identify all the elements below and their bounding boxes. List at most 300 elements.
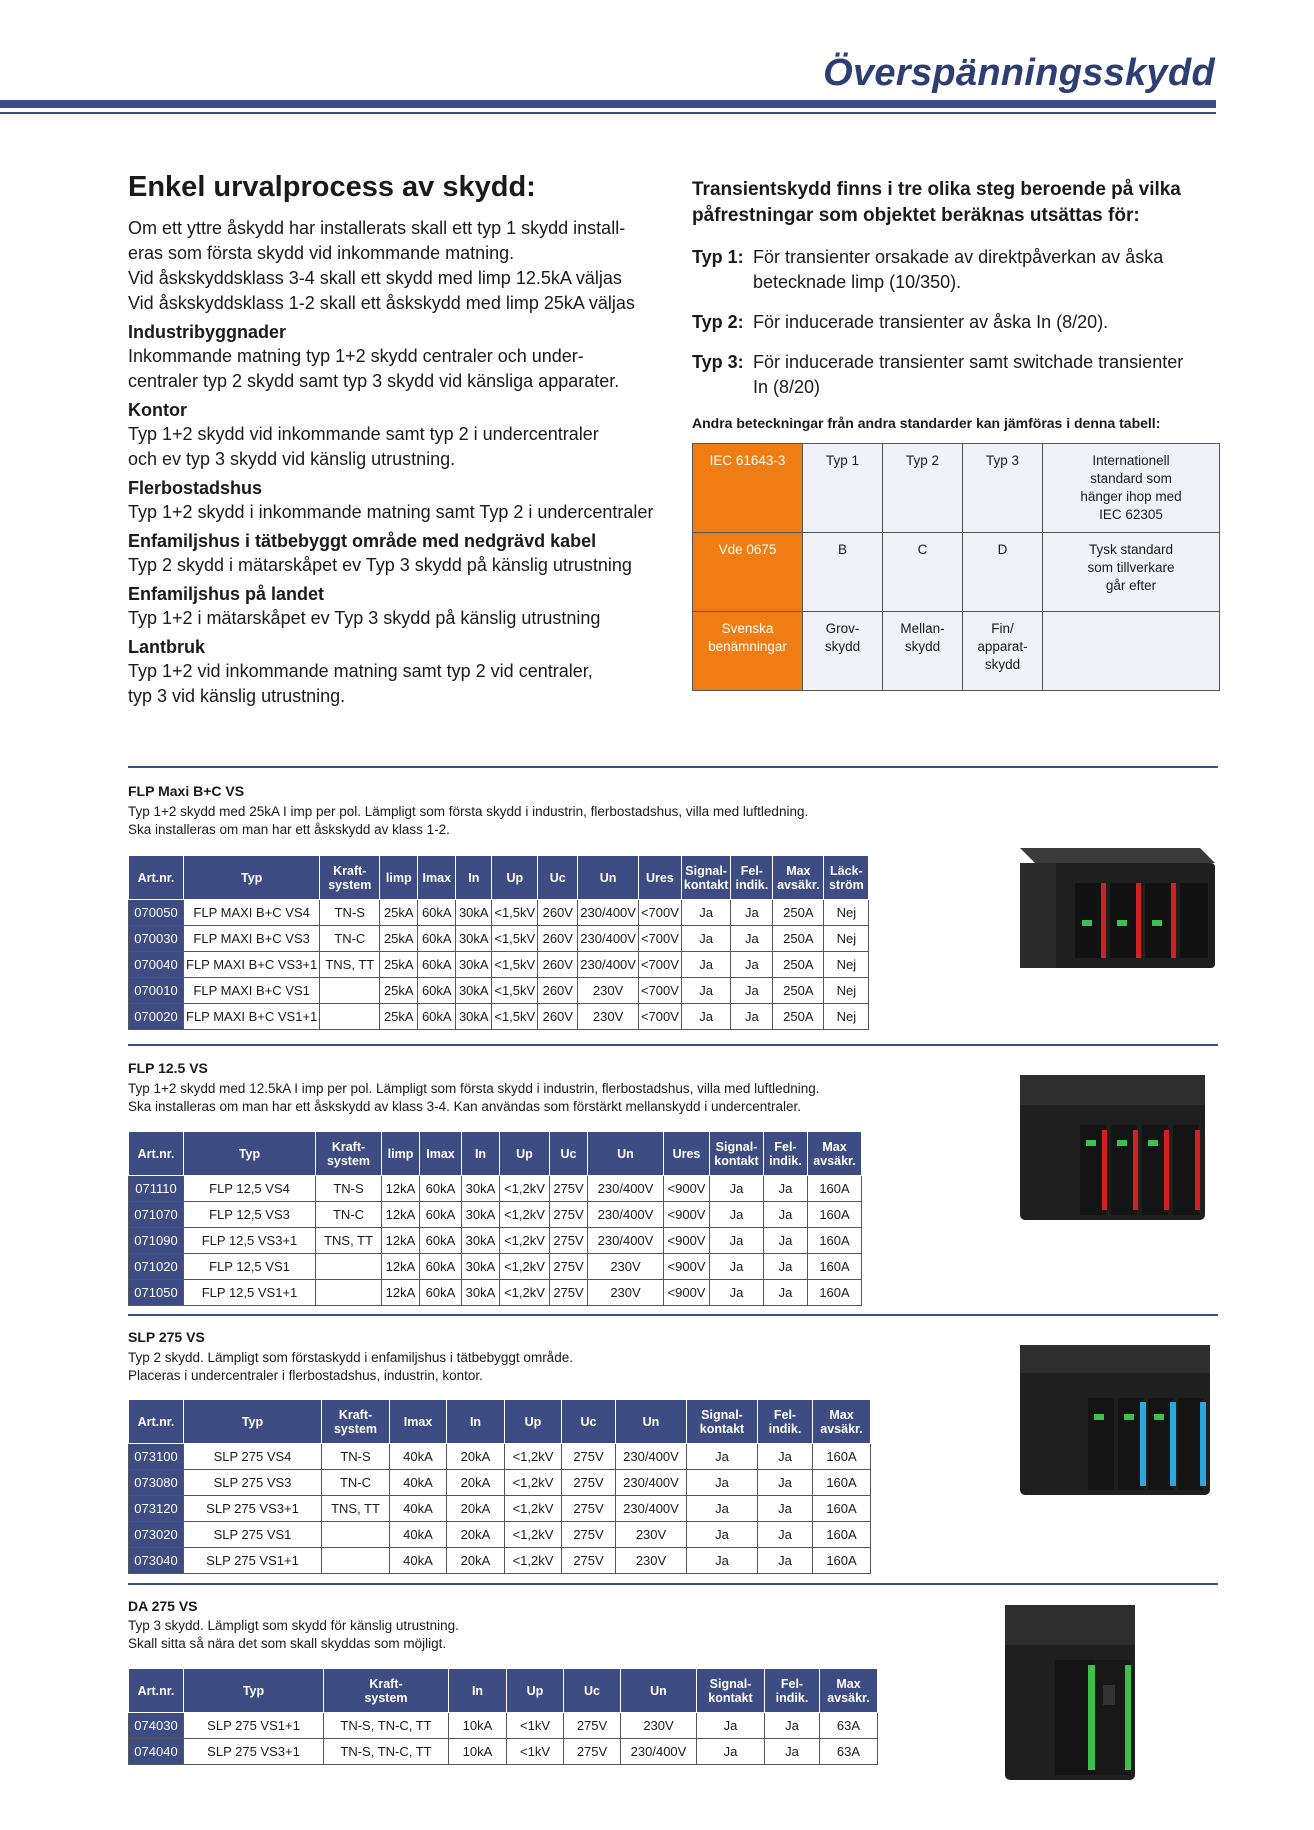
- product-title: SLP 275 VS: [128, 1329, 205, 1345]
- table-cell: Nej: [824, 1004, 869, 1030]
- table-cell: <900V: [664, 1254, 710, 1280]
- table-cell: 30kA: [462, 1228, 500, 1254]
- column-header: Typ: [184, 1400, 322, 1444]
- table-cell: 230/400V: [578, 900, 639, 926]
- table-cell: 30kA: [456, 952, 492, 978]
- table-cell: 12kA: [382, 1202, 420, 1228]
- table-cell: Ja: [764, 1280, 808, 1306]
- table-cell: 30kA: [456, 978, 492, 1004]
- table-cell: FLP 12,5 VS3: [184, 1202, 316, 1228]
- table-cell: Ja: [697, 1713, 765, 1739]
- column-header: Uc: [550, 1132, 588, 1176]
- section-heading: Kontor: [128, 400, 187, 420]
- column-header: Läck- ström: [824, 856, 869, 900]
- transient-lead: [692, 177, 1232, 229]
- table-cell: 275V: [562, 1522, 616, 1548]
- article-number-cell: 070010: [129, 978, 184, 1004]
- table-cell: 60kA: [420, 1176, 462, 1202]
- column-header: Up: [492, 856, 538, 900]
- table-cell: TNS, TT: [316, 1228, 382, 1254]
- table-cell: 260V: [538, 952, 578, 978]
- table-cell: <1,5kV: [492, 900, 538, 926]
- table-cell: 250A: [773, 900, 824, 926]
- column-header: Fel- indik.: [764, 1132, 808, 1176]
- table-row: [129, 1280, 862, 1306]
- column-header: Up: [505, 1400, 562, 1444]
- table-cell: Ja: [764, 1176, 808, 1202]
- table-cell: Ja: [687, 1548, 758, 1574]
- table-cell: 63A: [820, 1713, 878, 1739]
- table-cell: 40kA: [390, 1496, 447, 1522]
- table-cell: 60kA: [420, 1280, 462, 1306]
- table-cell: 230/400V: [616, 1496, 687, 1522]
- type-definition: [692, 350, 1232, 400]
- column-header: Ures: [664, 1132, 710, 1176]
- section-heading: Enfamiljshus i tätbebyggt område med nedgrävd kabel: [128, 531, 597, 551]
- table-cell: 30kA: [462, 1254, 500, 1280]
- section-line: centraler typ 2 skydd samt typ 3 skydd vid känsliga apparater.: [128, 371, 620, 391]
- table-cell: TN-C: [316, 1202, 382, 1228]
- table-cell: 160A: [813, 1444, 871, 1470]
- table-cell: 160A: [808, 1254, 862, 1280]
- table-cell: Ja: [687, 1522, 758, 1548]
- section-line: Typ 1+2 skydd vid inkommande samt typ 2 i undercentraler: [128, 424, 599, 444]
- table-cell: TN-C: [322, 1470, 390, 1496]
- table-row: [129, 1522, 871, 1548]
- table-cell: <1,2kV: [505, 1444, 562, 1470]
- table-cell: 160A: [808, 1176, 862, 1202]
- table-cell: 25kA: [380, 900, 418, 926]
- table-row: [129, 978, 869, 1004]
- table-cell: <1,2kV: [500, 1176, 550, 1202]
- table-cell: TN-S, TN-C, TT: [324, 1739, 449, 1765]
- article-number-cell: 070030: [129, 926, 184, 952]
- table-cell: 160A: [808, 1280, 862, 1306]
- table-cell: Ja: [764, 1254, 808, 1280]
- table-cell: Nej: [824, 952, 869, 978]
- table-row: [129, 900, 869, 926]
- table-row: [129, 1228, 862, 1254]
- table-cell: 275V: [550, 1280, 588, 1306]
- column-header: Typ: [184, 1669, 324, 1713]
- table-cell: 160A: [813, 1470, 871, 1496]
- table-cell: 12kA: [382, 1280, 420, 1306]
- column-header: Art.nr.: [129, 1400, 184, 1444]
- product-image-flp-125: [1000, 1060, 1220, 1230]
- table-cell: TN-S: [320, 900, 380, 926]
- table-cell: Ja: [764, 1202, 808, 1228]
- column-header: Signal- kontakt: [697, 1669, 765, 1713]
- table-cell: 40kA: [390, 1444, 447, 1470]
- section-heading: Enfamiljshus på landet: [128, 584, 325, 604]
- table-cell: 10kA: [449, 1739, 507, 1765]
- page-title: Överspänningsskydd: [823, 52, 1215, 94]
- section-heading: Lantbruk: [128, 637, 206, 657]
- table-cell: 230/400V: [588, 1176, 664, 1202]
- table-cell: <1,2kV: [505, 1522, 562, 1548]
- column-header: Fel- indik.: [731, 856, 773, 900]
- table-cell: <1,5kV: [492, 1004, 538, 1030]
- table-cell: 20kA: [447, 1444, 505, 1470]
- table-cell: TN-S, TN-C, TT: [324, 1713, 449, 1739]
- standards-comparison-table: [692, 443, 1220, 691]
- article-number-cell: 071070: [129, 1202, 184, 1228]
- standard-cell: Fin/ apparat- skydd: [963, 612, 1043, 691]
- column-header: Kraft- system: [324, 1669, 449, 1713]
- table-cell: 230/400V: [621, 1739, 697, 1765]
- table-cell: 60kA: [418, 978, 456, 1004]
- column-header: Ures: [638, 856, 681, 900]
- column-header: Un: [616, 1400, 687, 1444]
- article-number-cell: 073120: [129, 1496, 184, 1522]
- type-key: Typ 3:: [692, 352, 744, 372]
- column-header: Signal- kontakt: [681, 856, 730, 900]
- table-cell: 160A: [808, 1202, 862, 1228]
- table-cell: 25kA: [380, 952, 418, 978]
- table-cell: 12kA: [382, 1176, 420, 1202]
- column-header: Kraft- system: [322, 1400, 390, 1444]
- column-header: Max avsäkr.: [820, 1669, 878, 1713]
- standard-name-cell: IEC 61643-3: [693, 444, 803, 533]
- article-number-cell: 071050: [129, 1280, 184, 1306]
- product-image-flp-maxi: [1000, 828, 1220, 978]
- table-cell: 275V: [562, 1444, 616, 1470]
- table-cell: <1,2kV: [505, 1548, 562, 1574]
- table-cell: 230V: [616, 1522, 687, 1548]
- table-cell: [316, 1280, 382, 1306]
- table-row: [129, 1470, 871, 1496]
- table-cell: 230/400V: [588, 1202, 664, 1228]
- type-text: För inducerade transienter av åska In (8/20).: [753, 312, 1109, 332]
- column-header: Uc: [564, 1669, 621, 1713]
- column-header: limp: [382, 1132, 420, 1176]
- table-cell: 30kA: [462, 1202, 500, 1228]
- column-header: Up: [500, 1132, 550, 1176]
- table-cell: [320, 1004, 380, 1030]
- table-cell: FLP MAXI B+C VS3: [184, 926, 320, 952]
- column-header: Max avsäkr.: [808, 1132, 862, 1176]
- article-number-cell: 071110: [129, 1176, 184, 1202]
- table-cell: Ja: [710, 1202, 764, 1228]
- table-cell: <1,5kV: [492, 952, 538, 978]
- table-cell: 230/400V: [616, 1444, 687, 1470]
- product-description: Typ 1+2 skydd med 12.5kA I imp per pol. Lämpligt som första skydd i industrin, flerbostadshus, villa med luftledning. Ska installeras om man har ett åskskydd av klass 3-4. Kan användas som förstärkt mellanskydd i undercentraler.: [128, 1081, 820, 1114]
- table-cell: SLP 275 VS1+1: [184, 1548, 322, 1574]
- table-cell: SLP 275 VS1: [184, 1522, 322, 1548]
- table-cell: [320, 978, 380, 1004]
- column-header: Fel- indik.: [758, 1400, 813, 1444]
- table-cell: 250A: [773, 978, 824, 1004]
- selection-heading: Enkel urvalprocess av skydd:: [128, 171, 536, 203]
- section-divider: [128, 766, 1218, 768]
- table-cell: FLP 12,5 VS4: [184, 1176, 316, 1202]
- table-cell: Ja: [681, 900, 730, 926]
- standards-row: [693, 533, 1220, 612]
- table-cell: 12kA: [382, 1228, 420, 1254]
- standard-cell: Internationell standard som hänger ihop med IEC 62305: [1043, 444, 1220, 533]
- column-header: Kraft- system: [316, 1132, 382, 1176]
- standard-name-cell: Svenska benämningar: [693, 612, 803, 691]
- article-number-cell: 073040: [129, 1548, 184, 1574]
- section-line: typ 3 vid känslig utrustning.: [128, 686, 346, 706]
- article-number-cell: 070050: [129, 900, 184, 926]
- table-row: [129, 1444, 871, 1470]
- table-cell: TNS, TT: [322, 1496, 390, 1522]
- table-cell: Nej: [824, 926, 869, 952]
- standard-cell: Tysk standard som tillverkare går efter: [1043, 533, 1220, 612]
- column-header: Imax: [390, 1400, 447, 1444]
- table-cell: 230V: [616, 1548, 687, 1574]
- table-row: [129, 1202, 862, 1228]
- column-header: Typ: [184, 856, 320, 900]
- column-header: Signal- kontakt: [710, 1132, 764, 1176]
- table-cell: Ja: [758, 1496, 813, 1522]
- table-cell: 275V: [550, 1254, 588, 1280]
- table-cell: 60kA: [420, 1228, 462, 1254]
- table-cell: <900V: [664, 1228, 710, 1254]
- table-cell: Ja: [710, 1280, 764, 1306]
- table-cell: Ja: [687, 1444, 758, 1470]
- table-cell: <1,2kV: [500, 1254, 550, 1280]
- article-number-cell: 071020: [129, 1254, 184, 1280]
- table-cell: 12kA: [382, 1254, 420, 1280]
- table-cell: 20kA: [447, 1496, 505, 1522]
- column-header: In: [447, 1400, 505, 1444]
- table-cell: Ja: [758, 1522, 813, 1548]
- column-header: Typ: [184, 1132, 316, 1176]
- column-header: Art.nr.: [129, 1669, 184, 1713]
- section-line: Inkommande matning typ 1+2 skydd centraler och under-: [128, 346, 584, 366]
- type-definition: [692, 245, 1232, 295]
- table-cell: <1,2kV: [500, 1202, 550, 1228]
- header-rule-thin: [0, 112, 1216, 114]
- section-line: Typ 2 skydd i mätarskåpet ev Typ 3 skydd på känslig utrustning: [128, 555, 632, 575]
- table-cell: Ja: [731, 952, 773, 978]
- table-cell: <1,2kV: [500, 1280, 550, 1306]
- section-divider: [128, 1583, 1218, 1585]
- intro-line: Om ett yttre åskydd har installerats skall ett typ 1 skydd install-: [128, 218, 626, 238]
- table-cell: 275V: [564, 1739, 621, 1765]
- table-cell: <900V: [664, 1176, 710, 1202]
- table-cell: 230/400V: [578, 952, 639, 978]
- type-text: För transienter orsakade av direktpåverkan av åska betecknade limp (10/350).: [753, 247, 1164, 292]
- table-cell: 230V: [588, 1280, 664, 1306]
- header-rule: [0, 100, 1216, 108]
- table-cell: 230/400V: [616, 1470, 687, 1496]
- product-title: FLP Maxi B+C VS: [128, 783, 245, 799]
- table-cell: Ja: [758, 1470, 813, 1496]
- table-cell: 60kA: [418, 900, 456, 926]
- table-cell: 40kA: [390, 1470, 447, 1496]
- table-cell: Ja: [731, 926, 773, 952]
- table-cell: Ja: [681, 952, 730, 978]
- table-cell: 275V: [550, 1176, 588, 1202]
- table-cell: 260V: [538, 926, 578, 952]
- section-heading: Flerbostadshus: [128, 478, 263, 498]
- table-cell: <700V: [638, 978, 681, 1004]
- product-image-da-275: [1000, 1590, 1180, 1790]
- article-number-cell: 074040: [129, 1739, 184, 1765]
- column-header: In: [462, 1132, 500, 1176]
- table-cell: Ja: [758, 1548, 813, 1574]
- column-header: Un: [588, 1132, 664, 1176]
- table-cell: SLP 275 VS1+1: [184, 1713, 324, 1739]
- table-header-row: [129, 1669, 878, 1713]
- standards-row: [693, 612, 1220, 691]
- table-row: [129, 1254, 862, 1280]
- table-cell: TN-C: [320, 926, 380, 952]
- table-cell: 275V: [562, 1496, 616, 1522]
- column-header: In: [456, 856, 492, 900]
- product-description: Typ 3 skydd. Lämpligt som skydd för känslig utrustning. Skall sitta så nära det som skall skyddas som möjligt.: [128, 1618, 459, 1651]
- table-cell: FLP MAXI B+C VS4: [184, 900, 320, 926]
- lead-line: påfrestningar som objektet beräknas utsättas för:: [692, 205, 1140, 226]
- table-cell: FLP MAXI B+C VS3+1: [184, 952, 320, 978]
- table-cell: 250A: [773, 952, 824, 978]
- section-divider: [128, 1314, 1218, 1316]
- table-cell: 63A: [820, 1739, 878, 1765]
- article-number-cell: 073080: [129, 1470, 184, 1496]
- column-header: Un: [621, 1669, 697, 1713]
- table-cell: 40kA: [390, 1548, 447, 1574]
- table-cell: <700V: [638, 926, 681, 952]
- column-header: Art.nr.: [129, 856, 184, 900]
- table-row: [129, 1004, 869, 1030]
- product-description: Typ 1+2 skydd med 25kA I imp per pol. Lämpligt som första skydd i industrin, flerbostadshus, villa med luftledning. Ska installeras om man har ett åskskydd av klass 1-2.: [128, 804, 809, 837]
- table-cell: [322, 1522, 390, 1548]
- product-table-flp-125: [128, 1131, 862, 1306]
- table-cell: Ja: [710, 1228, 764, 1254]
- table-cell: <1,5kV: [492, 926, 538, 952]
- table-cell: 25kA: [380, 978, 418, 1004]
- article-number-cell: 073020: [129, 1522, 184, 1548]
- table-cell: <700V: [638, 900, 681, 926]
- intro-line: eras som första skydd vid inkommande matning.: [128, 243, 515, 263]
- product-table-slp-275: [128, 1399, 871, 1574]
- column-header: Art.nr.: [129, 1132, 184, 1176]
- table-cell: 260V: [538, 900, 578, 926]
- standard-cell: D: [963, 533, 1043, 612]
- table-cell: <1kV: [507, 1739, 564, 1765]
- table-cell: Ja: [681, 1004, 730, 1030]
- table-cell: 60kA: [418, 952, 456, 978]
- table-cell: <900V: [664, 1202, 710, 1228]
- table-cell: 160A: [813, 1548, 871, 1574]
- table-cell: 60kA: [420, 1202, 462, 1228]
- table-cell: Ja: [731, 900, 773, 926]
- column-header: Imax: [420, 1132, 462, 1176]
- table-cell: Ja: [710, 1254, 764, 1280]
- lead-line: Transientskydd finns i tre olika steg beroende på vilka: [692, 179, 1181, 200]
- table-cell: Ja: [758, 1444, 813, 1470]
- standard-cell: B: [803, 533, 883, 612]
- table-cell: <700V: [638, 952, 681, 978]
- article-number-cell: 070040: [129, 952, 184, 978]
- transient-info: [692, 177, 1232, 691]
- table-cell: 25kA: [380, 1004, 418, 1030]
- intro-line: Vid åskskyddsklass 3-4 skall ett skydd med limp 12.5kA väljas: [128, 268, 622, 288]
- table-cell: 25kA: [380, 926, 418, 952]
- standard-cell: Grov- skydd: [803, 612, 883, 691]
- table-cell: 275V: [564, 1713, 621, 1739]
- table-cell: <1kV: [507, 1713, 564, 1739]
- table-cell: Ja: [681, 926, 730, 952]
- table-cell: FLP MAXI B+C VS1: [184, 978, 320, 1004]
- table-cell: TN-S: [316, 1176, 382, 1202]
- table-cell: Nej: [824, 900, 869, 926]
- table-cell: 30kA: [462, 1280, 500, 1306]
- product-description: Typ 2 skydd. Lämpligt som förstaskydd i enfamiljshus i tätbebyggt område. Placeras i undercentraler i flerbostadshus, industrin, kontor.: [128, 1350, 573, 1383]
- table-cell: <1,2kV: [500, 1228, 550, 1254]
- standard-cell: Typ 1: [803, 444, 883, 533]
- table-cell: 275V: [562, 1470, 616, 1496]
- column-header: In: [449, 1669, 507, 1713]
- table-cell: TN-S: [322, 1444, 390, 1470]
- table-header-row: [129, 1400, 871, 1444]
- table-cell: 260V: [538, 1004, 578, 1030]
- table-cell: 275V: [550, 1202, 588, 1228]
- table-cell: SLP 275 VS4: [184, 1444, 322, 1470]
- standard-name-cell: Vde 0675: [693, 533, 803, 612]
- product-title: FLP 12.5 VS: [128, 1060, 208, 1076]
- column-header: Imax: [418, 856, 456, 900]
- product-image-slp-275: [1000, 1330, 1220, 1500]
- table-cell: 250A: [773, 926, 824, 952]
- table-row: [129, 1176, 862, 1202]
- table-cell: Ja: [764, 1228, 808, 1254]
- column-header: Max avsäkr.: [773, 856, 824, 900]
- table-cell: Ja: [765, 1713, 820, 1739]
- table-cell: 160A: [808, 1228, 862, 1254]
- table-cell: <1,2kV: [505, 1470, 562, 1496]
- table-cell: Ja: [731, 1004, 773, 1030]
- standard-cell: [1043, 612, 1220, 691]
- table-cell: 275V: [562, 1548, 616, 1574]
- table-cell: TNS, TT: [320, 952, 380, 978]
- table-cell: 160A: [813, 1496, 871, 1522]
- section-line: Typ 1+2 skydd i inkommande matning samt Typ 2 i undercentraler: [128, 502, 654, 522]
- standard-cell: Typ 3: [963, 444, 1043, 533]
- table-cell: 30kA: [456, 926, 492, 952]
- table-cell: 160A: [813, 1522, 871, 1548]
- table-cell: SLP 275 VS3+1: [184, 1739, 324, 1765]
- article-number-cell: 074030: [129, 1713, 184, 1739]
- table-cell: 30kA: [456, 1004, 492, 1030]
- section-line: och ev typ 3 skydd vid känslig utrustning.: [128, 449, 456, 469]
- table-cell: Ja: [710, 1176, 764, 1202]
- table-cell: [322, 1548, 390, 1574]
- standards-row: [693, 444, 1220, 533]
- column-header: Un: [578, 856, 639, 900]
- column-header: Max avsäkr.: [813, 1400, 871, 1444]
- table-cell: 230V: [621, 1713, 697, 1739]
- section-heading: Industribyggnader: [128, 322, 287, 342]
- table-cell: Ja: [687, 1496, 758, 1522]
- type-definition: [692, 310, 1232, 335]
- table-row: [129, 952, 869, 978]
- table-cell: Ja: [697, 1739, 765, 1765]
- product-title: DA 275 VS: [128, 1598, 198, 1614]
- table-cell: <700V: [638, 1004, 681, 1030]
- table-cell: 60kA: [420, 1254, 462, 1280]
- table-cell: 250A: [773, 1004, 824, 1030]
- table-cell: Nej: [824, 978, 869, 1004]
- table-cell: Ja: [681, 978, 730, 1004]
- article-number-cell: 070020: [129, 1004, 184, 1030]
- table-cell: 20kA: [447, 1522, 505, 1548]
- table-cell: SLP 275 VS3+1: [184, 1496, 322, 1522]
- table-cell: 230V: [578, 1004, 639, 1030]
